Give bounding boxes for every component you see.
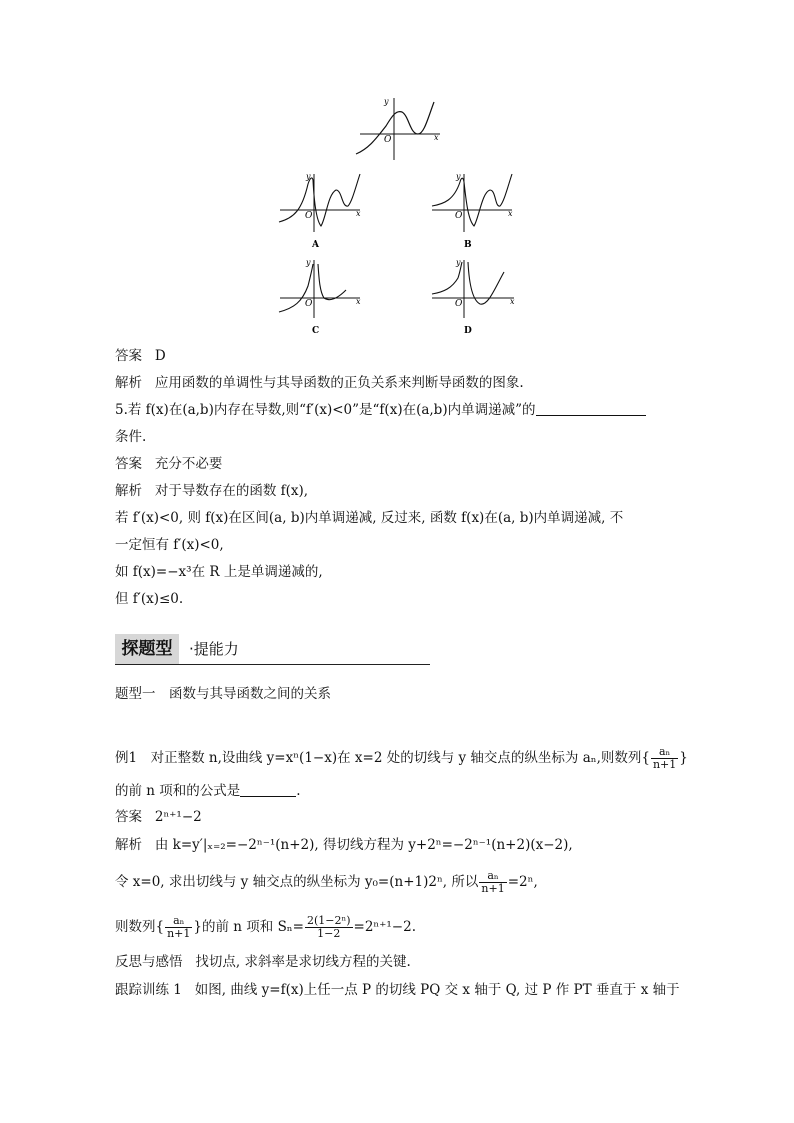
origin-label: O — [384, 135, 392, 145]
example1-stem — [115, 746, 688, 771]
example1-analysis-line2 — [115, 870, 538, 895]
reflection-label: 反思与感悟 — [115, 954, 183, 970]
analysis-text: 对于导数存在的函数 f(x), — [154, 483, 309, 499]
y-axis-label: y — [456, 258, 461, 267]
frac-denominator: n+1 — [481, 882, 505, 895]
q5-analysis-line2: 若 f′(x)<0, 则 f(x)在区间(a, b)内单调递减, 反过来, 函数 f(x)在(a, b)内单调递减, 不 — [115, 510, 624, 526]
x-axis-label: x — [356, 297, 361, 306]
example1-answer-row — [115, 808, 202, 826]
option-b-graph — [428, 170, 518, 252]
option-c-graph — [276, 256, 366, 338]
answer-value: 2ⁿ⁺¹−2 — [154, 809, 202, 825]
q5-stem — [115, 401, 646, 419]
origin-label: O — [455, 211, 463, 221]
origin-label: O — [305, 211, 313, 221]
answer-label: 答案 — [115, 809, 142, 825]
analysis-line2-fraction — [479, 870, 506, 895]
y-axis-label: y — [306, 172, 311, 181]
option-a-graph — [276, 170, 366, 252]
analysis-label: 解析 — [115, 483, 142, 499]
q5-answer-row — [115, 455, 222, 473]
frac-numerator: 2(1−2ⁿ) — [306, 914, 351, 927]
example1-line2-text: 的前 n 项和的公式是 — [115, 783, 241, 799]
y-axis-label: y — [456, 172, 461, 181]
curve — [279, 174, 360, 226]
answer-value: 充分不必要 — [154, 456, 223, 472]
option-label: C — [312, 326, 320, 336]
example1-answer-blank[interactable] — [240, 784, 296, 797]
example1-analysis-row — [115, 836, 573, 854]
example1-text: 例1 对正整数 n,设曲线 y=xⁿ(1−x)在 x=2 处的切线与 y 轴交点的纵坐标为 aₙ,则数列{ — [115, 750, 650, 766]
x-axis-label: x — [356, 209, 361, 218]
analysis-label: 解析 — [115, 837, 142, 853]
option-label: A — [312, 240, 319, 250]
q4-analysis-row — [115, 374, 524, 392]
y-axis-label: y — [384, 97, 389, 106]
topic-title: 题型一 函数与其导函数之间的关系 — [115, 686, 331, 702]
origin-label: O — [455, 299, 463, 309]
q4-answer-row — [115, 347, 166, 365]
analysis-line2-end: =2ⁿ, — [507, 874, 538, 890]
analysis-line3-mid: }的前 n 项和 Sₙ= — [193, 919, 304, 935]
frac-denominator: n+1 — [167, 927, 191, 940]
followup-text: 如图, 曲线 y=f(x)上任一点 P 的切线 PQ 交 x 轴于 Q, 过 P 作 PT 垂直于 x 轴于 — [194, 982, 680, 998]
analysis-text: 应用函数的单调性与其导函数的正负关系来判断导函数的图象. — [154, 375, 524, 391]
reflection-text: 找切点, 求斜率是求切线方程的关键. — [195, 954, 411, 970]
example1-fraction — [651, 746, 678, 771]
reflection-row — [115, 953, 411, 971]
frac-numerator: aₙ — [479, 870, 506, 883]
origin-label: O — [305, 299, 313, 309]
q5-stem-text: 5.若 f(x)在(a,b)内存在导数,则“f′(x)<0”是“f(x)在(a,b)内单调递减”的 — [115, 402, 536, 418]
main-function-graph — [352, 96, 444, 162]
example1-analysis-line3 — [115, 915, 416, 940]
example1-text-end: } — [679, 750, 688, 766]
frac-denominator: n+1 — [652, 758, 677, 771]
analysis-line3-fraction — [165, 915, 192, 940]
option-d-graph — [428, 256, 518, 338]
example1-line2-end: . — [296, 783, 301, 799]
frac-numerator: aₙ — [651, 746, 678, 759]
q5-answer-blank[interactable] — [536, 403, 646, 416]
q5-analysis-line4: 如 f(x)=−x³在 R 上是单调递减的, — [115, 564, 323, 580]
analysis-line3-end: =2ⁿ⁺¹−2. — [353, 919, 417, 935]
section-sub-label: ·提能力 — [189, 640, 239, 658]
curve — [432, 174, 512, 226]
followup-label: 跟踪训练 1 — [115, 982, 182, 998]
analysis-line3-text: 则数列{ — [115, 919, 165, 935]
followup-row — [115, 981, 680, 999]
q5-analysis-row — [115, 482, 308, 500]
frac-denominator: 1−2 — [317, 927, 341, 940]
curve — [356, 102, 434, 154]
x-axis-label: x — [508, 209, 513, 218]
analysis-text: 由 k=y′|ₓ₌₂=−2ⁿ⁻¹(n+2), 得切线方程为 y+2ⁿ=−2ⁿ⁻¹(n+2)(x−2), — [154, 837, 573, 853]
analysis-label: 解析 — [115, 375, 142, 391]
answer-value: D — [154, 348, 166, 364]
y-axis-label: y — [306, 258, 311, 267]
q5-stem-end: 条件. — [115, 429, 147, 445]
sum-fraction — [305, 915, 353, 940]
x-axis-label: x — [510, 297, 515, 306]
x-axis-label: x — [434, 133, 439, 142]
analysis-line2-text: 令 x=0, 求出切线与 y 轴交点的纵坐标为 y₀=(n+1)2ⁿ, 所以 — [115, 874, 479, 890]
section-box-label: 探题型 — [115, 634, 179, 664]
example1-stem-line2 — [115, 782, 301, 800]
answer-label: 答案 — [115, 348, 142, 364]
option-label: B — [464, 240, 472, 250]
q5-analysis-line3: 一定恒有 f′(x)<0, — [115, 537, 224, 553]
frac-numerator: aₙ — [165, 915, 192, 928]
option-label: D — [464, 326, 472, 336]
section-header — [115, 634, 430, 665]
answer-label: 答案 — [115, 456, 142, 472]
curve-right — [318, 264, 346, 300]
q5-analysis-line5: 但 f′(x)≤0. — [115, 591, 184, 607]
